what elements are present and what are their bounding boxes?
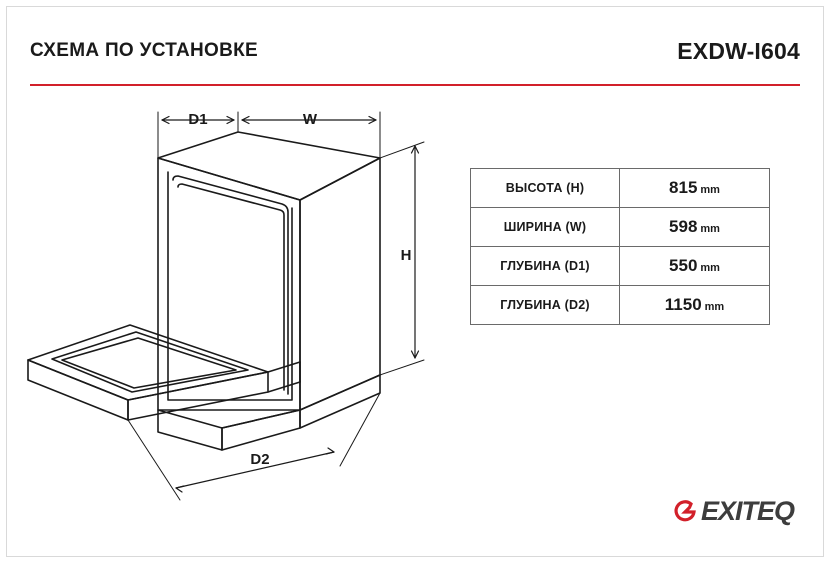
spec-unit-depth-d1: mm <box>700 262 720 274</box>
spec-number-depth-d1: 550 <box>669 256 698 275</box>
dimension-label-d2: D2 <box>250 451 270 468</box>
spec-number-height: 815 <box>669 178 698 197</box>
table-row <box>471 286 770 325</box>
cabinet-cavity <box>168 172 292 400</box>
spec-value-depth-d2 <box>620 286 770 325</box>
dimension-label-w: W <box>302 111 318 128</box>
logo-swirl-icon <box>671 498 697 524</box>
cabinet-plinth <box>158 410 222 450</box>
table-row <box>471 169 770 208</box>
page-header <box>30 40 800 80</box>
table-row <box>471 208 770 247</box>
spec-value-width <box>620 208 770 247</box>
header-divider <box>30 84 800 86</box>
dimension-label-h: H <box>400 247 412 264</box>
specification-table <box>470 168 770 325</box>
plinth-side <box>300 375 380 428</box>
spec-number-depth-d2: 1150 <box>664 295 702 314</box>
arrow-d2-left <box>176 486 184 492</box>
spec-unit-width: mm <box>700 223 720 235</box>
spec-unit-depth-d2: mm <box>704 301 725 313</box>
ext-line-d2-left <box>128 420 180 500</box>
appliance-drawing <box>10 110 450 540</box>
cabinet-top-face <box>158 132 380 200</box>
cabinet-side-face <box>300 158 380 410</box>
spec-label-height: ВЫСОТА (H) <box>471 169 620 208</box>
page-title: СХЕМА ПО УСТАНОВКЕ <box>30 40 258 61</box>
ext-line-d2-right <box>340 393 380 466</box>
plinth-right <box>222 410 300 450</box>
spec-value-depth-d1 <box>620 247 770 286</box>
spec-unit-height: mm <box>700 184 720 196</box>
cavity-inner-round <box>173 176 288 394</box>
spec-number-width: 598 <box>669 217 698 236</box>
table-row <box>471 247 770 286</box>
spec-value-height <box>620 169 770 208</box>
model-number: EXDW-I604 <box>677 38 800 64</box>
logo-wordmark: EXITEQ <box>700 495 794 526</box>
spec-label-width: ШИРИНА (W) <box>471 208 620 247</box>
brand-logo <box>671 495 794 527</box>
ext-line-h-bottom <box>380 360 424 375</box>
door-inner-panel-2 <box>62 338 236 388</box>
dimension-label-d1: D1 <box>188 111 208 128</box>
spec-label-depth-d2: ГЛУБИНА (D2) <box>471 286 620 325</box>
drawing-svg <box>10 110 450 540</box>
spec-label-depth-d1: ГЛУБИНА (D1) <box>471 247 620 286</box>
arrow-d2-right <box>326 448 334 454</box>
